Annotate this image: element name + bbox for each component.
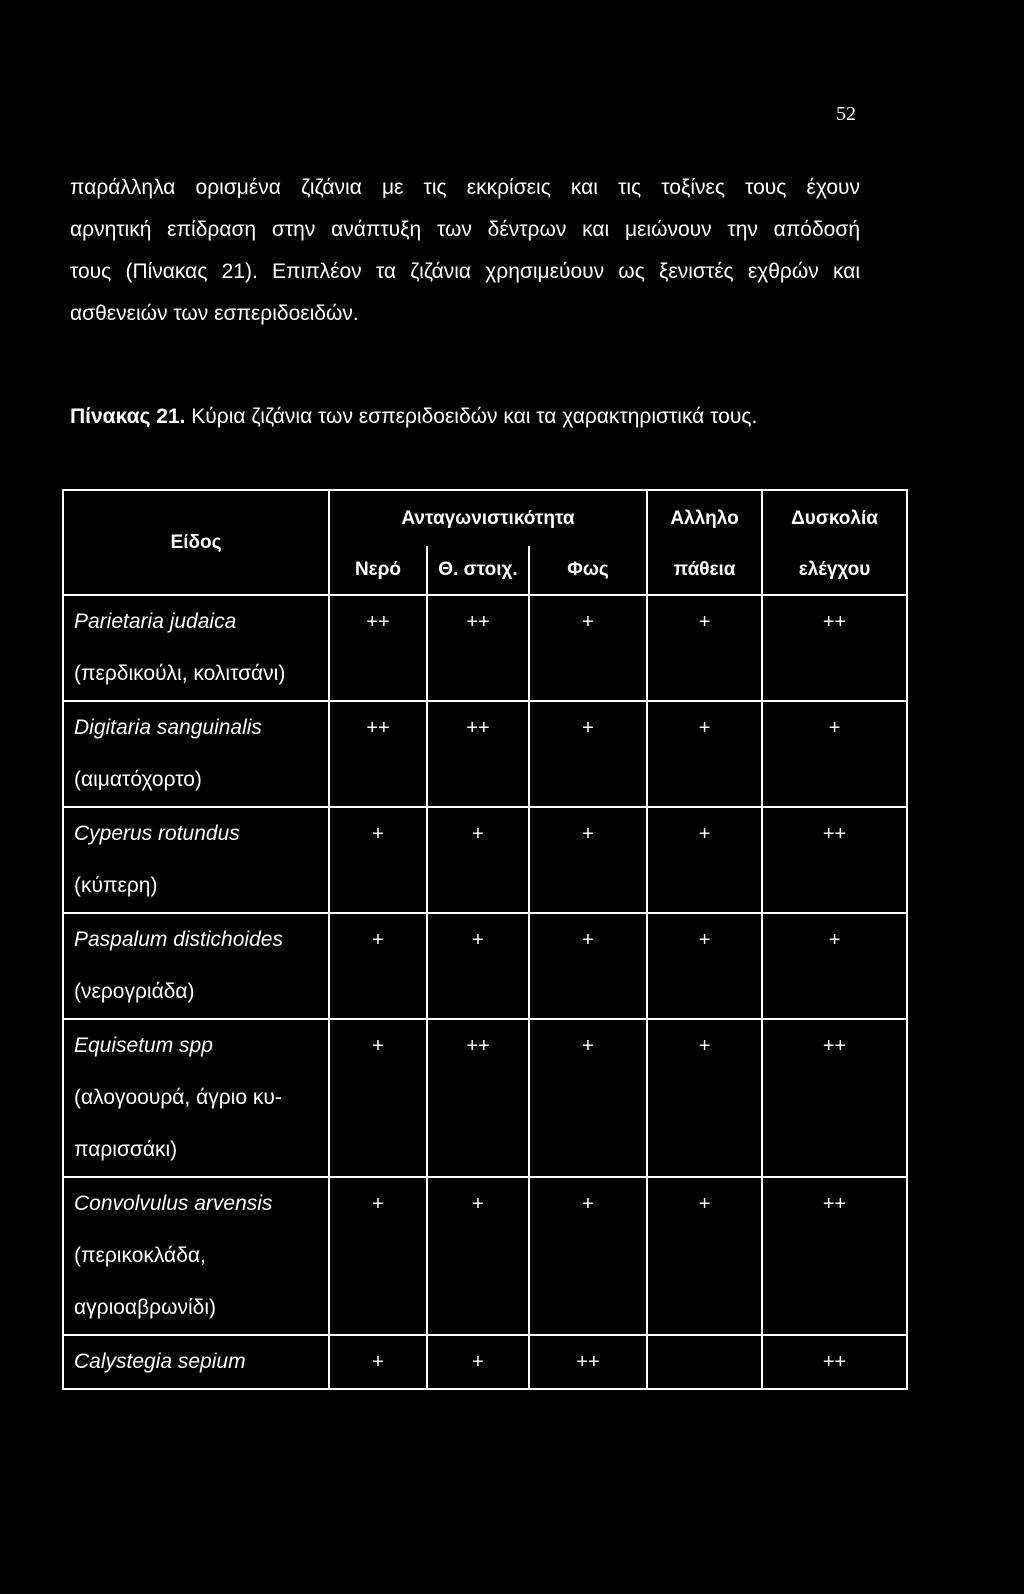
light-cell	[529, 595, 647, 701]
allelopathy-rating: +	[698, 1193, 711, 1215]
species-cell	[63, 807, 329, 913]
water-rating: +	[372, 929, 384, 951]
latin-name: Equisetum spp	[74, 1034, 213, 1057]
allelopathy-cell	[647, 807, 762, 913]
allelopathy-rating: +	[698, 823, 711, 845]
allelopathy-cell	[647, 1177, 762, 1335]
light-rating: +	[582, 929, 594, 951]
light-cell	[529, 1335, 647, 1389]
water-rating: ++	[366, 611, 390, 633]
nutrients-cell	[427, 1177, 529, 1335]
header-nutrients: Θ. στοιχ.	[427, 546, 529, 595]
weeds-table	[62, 489, 908, 1390]
header-control-bottom: ελέγχου	[762, 546, 907, 595]
species-cell	[63, 595, 329, 701]
light-cell	[529, 913, 647, 1019]
nutrients-rating: +	[472, 1351, 484, 1373]
water-rating: +	[372, 1193, 384, 1215]
caption-text: Κύρια ζιζάνια των εσπεριδοειδών και τα χαρακτηριστικά τους.	[185, 405, 758, 428]
latin-name: Parietaria judaica	[74, 610, 237, 633]
allelopathy-rating: +	[698, 611, 711, 633]
header-competitiveness: Ανταγωνιστικότητα	[329, 490, 647, 546]
table-body	[63, 595, 907, 1389]
header-allelopathy-bottom: πάθεια	[647, 546, 762, 595]
water-cell	[329, 807, 427, 913]
light-rating: +	[582, 717, 594, 739]
nutrients-rating: ++	[466, 611, 490, 633]
nutrients-cell	[427, 1335, 529, 1389]
paragraph-line: παράλληλα ορισμένα ζιζάνια με τις εκκρίσεις και τις τοξίνες τους έχουν	[70, 176, 860, 199]
table-row	[63, 1019, 907, 1177]
body-paragraph	[70, 167, 860, 335]
nutrients-rating: ++	[466, 717, 490, 739]
light-cell	[529, 1019, 647, 1177]
caption-label: Πίνακας 21.	[70, 405, 186, 428]
light-cell	[529, 807, 647, 913]
control-rating: ++	[822, 1035, 847, 1057]
control-cell	[762, 913, 907, 1019]
table-caption	[70, 405, 757, 429]
allelopathy-rating: +	[698, 1035, 711, 1057]
common-name: αγριοαβρωνίδι)	[74, 1296, 217, 1319]
table-header	[63, 490, 907, 595]
table-row	[63, 913, 907, 1019]
latin-name: Cyperus rotundus	[74, 822, 240, 845]
header-light: Φως	[529, 546, 647, 595]
water-rating: ++	[366, 717, 390, 739]
common-name: παρισσάκι)	[74, 1138, 178, 1161]
water-rating: +	[372, 823, 384, 845]
allelopathy-cell	[647, 701, 762, 807]
table-row	[63, 1335, 907, 1389]
light-cell	[529, 701, 647, 807]
control-cell	[762, 807, 907, 913]
common-name: (αλογοουρά, άγριο κυ-	[74, 1086, 282, 1109]
header-species: Είδος	[63, 490, 329, 595]
control-cell	[762, 1019, 907, 1177]
water-cell	[329, 1177, 427, 1335]
control-cell	[762, 595, 907, 701]
table-row	[63, 701, 907, 807]
control-rating: +	[828, 929, 841, 951]
latin-name: Calystegia sepium	[74, 1350, 246, 1373]
water-rating: +	[372, 1351, 384, 1373]
light-cell	[529, 1177, 647, 1335]
paragraph-line: τους (Πίνακας 21). Επιπλέον τα ζιζάνια χρησιμεύουν ως ξενιστές εχθρών και	[70, 260, 860, 283]
nutrients-rating: +	[472, 929, 484, 951]
paragraph-line: ασθενειών των εσπεριδοειδών.	[70, 302, 359, 325]
nutrients-cell	[427, 807, 529, 913]
light-rating: ++	[576, 1351, 600, 1373]
species-cell	[63, 1177, 329, 1335]
nutrients-rating: +	[472, 823, 484, 845]
latin-name: Convolvulus arvensis	[74, 1192, 273, 1215]
latin-name: Digitaria sanguinalis	[74, 716, 262, 739]
water-cell	[329, 595, 427, 701]
control-rating: ++	[822, 611, 847, 633]
allelopathy-cell	[647, 1019, 762, 1177]
nutrients-cell	[427, 1019, 529, 1177]
nutrients-cell	[427, 913, 529, 1019]
page-number: 52	[836, 103, 856, 125]
paragraph-line: αρνητική επίδραση στην ανάπτυξη των δέντρων και μειώνουν την απόδοσή	[70, 218, 860, 241]
nutrients-rating: +	[472, 1193, 484, 1215]
common-name: (νερογριάδα)	[74, 980, 195, 1003]
latin-name: Paspalum distichoides	[74, 928, 283, 951]
species-cell	[63, 1335, 329, 1389]
header-water: Νερό	[329, 546, 427, 595]
control-cell	[762, 1177, 907, 1335]
species-cell	[63, 1019, 329, 1177]
allelopathy-cell	[647, 595, 762, 701]
light-rating: +	[582, 611, 594, 633]
table-row	[63, 595, 907, 701]
water-rating: +	[372, 1035, 384, 1057]
control-rating: ++	[822, 1193, 847, 1215]
nutrients-cell	[427, 595, 529, 701]
control-cell	[762, 1335, 907, 1389]
control-rating: ++	[822, 823, 847, 845]
allelopathy-rating: +	[698, 929, 711, 951]
light-rating: +	[582, 1035, 594, 1057]
control-cell	[762, 701, 907, 807]
table-row	[63, 807, 907, 913]
common-name: (κύπερη)	[74, 874, 158, 897]
water-cell	[329, 1019, 427, 1177]
light-rating: +	[582, 823, 594, 845]
allelopathy-rating	[648, 1336, 761, 1388]
water-cell	[329, 913, 427, 1019]
common-name: (περικοκλάδα,	[74, 1244, 206, 1267]
allelopathy-rating: +	[698, 717, 711, 739]
species-cell	[63, 913, 329, 1019]
control-rating: ++	[822, 1351, 847, 1373]
common-name: (αιματόχορτο)	[74, 768, 202, 791]
species-cell	[63, 701, 329, 807]
control-rating: +	[828, 717, 841, 739]
water-cell	[329, 1335, 427, 1389]
allelopathy-cell	[647, 1335, 762, 1389]
nutrients-rating: ++	[466, 1035, 490, 1057]
header-control-top: Δυσκολία	[762, 490, 907, 546]
light-rating: +	[582, 1193, 594, 1215]
table-row	[63, 1177, 907, 1335]
common-name: (περδικούλι, κολιτσάνι)	[74, 662, 286, 685]
nutrients-cell	[427, 701, 529, 807]
water-cell	[329, 701, 427, 807]
allelopathy-cell	[647, 913, 762, 1019]
header-allelopathy-top: Αλληλο	[647, 490, 762, 546]
